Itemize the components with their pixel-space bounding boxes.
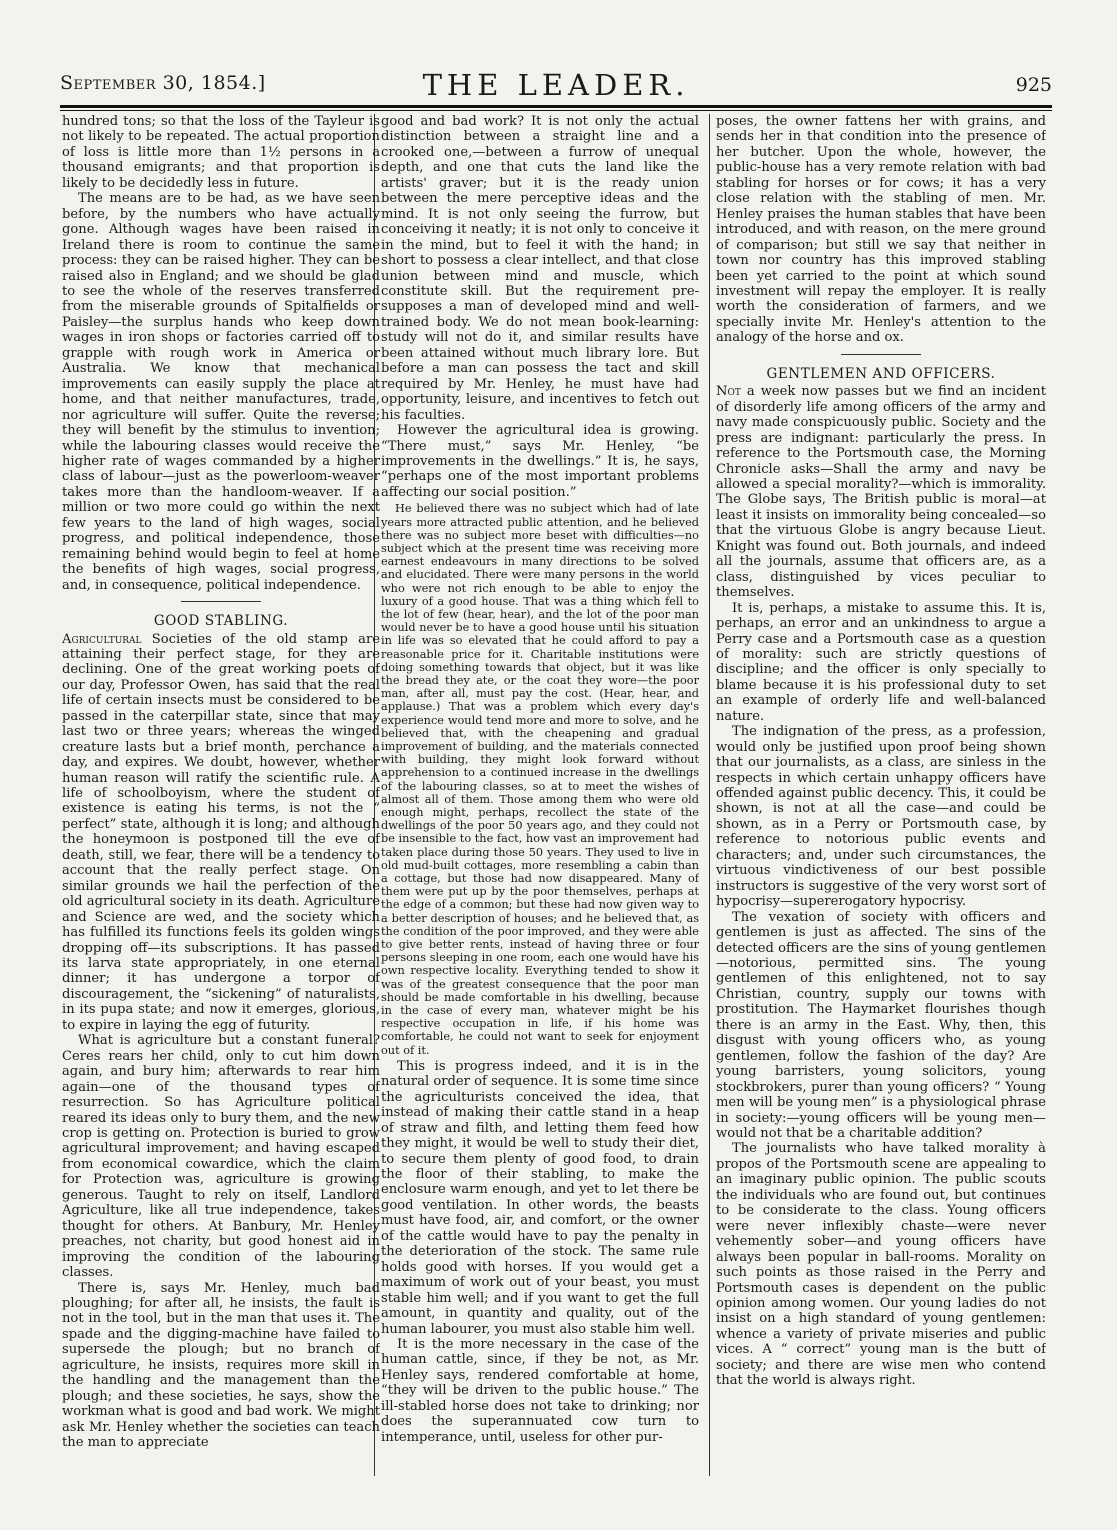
- column-2: [381, 114, 699, 1478]
- article-separator: [841, 354, 921, 355]
- page-number: 925: [1015, 74, 1052, 96]
- article-separator: [181, 601, 261, 602]
- column-1: [62, 114, 380, 1478]
- lead-word: Not: [716, 384, 741, 400]
- paragraph: The journalists who have talked morality à propos of the Portsmouth scene are appealing to an imaginary public opinion. The public scouts the individuals who are found out, but continues to be considerate to the class. Young officers were never inflexibly chaste—were never vehemently sober—and young officers have always been popular in ball-rooms. Morality on such points as those raised in the Perry and Portsmouth cases is dependent on the public opinion among women. Our young ladies do not insist on a high standard of young gentlemen: whence a variety of private miseries and public vices. A “ correct” young man is the butt of society; and there are wise men who contend that the world is always right.: [716, 1141, 1046, 1389]
- page-header: [60, 68, 1052, 106]
- paragraph: poses, the owner fattens her with grains, and sends her in that condition into the presence of her butcher. Upon the whole, however, the public-house has a very remote relation with bad stabling for horses or for cows; it has a very close relation with the stabling of men. Mr. Henley praises the human stables that have been introduced, and with reason, on the mere ground of comparison; but still we say that neither in town nor country has this improved stabling been yet carried to the point at which sound investment will repay the employer. It is really worth the consideration of farmers, and we specially invite Mr. Henley's attention to the analogy of the horse and ox.: [716, 114, 1046, 346]
- paragraph: This is progress indeed, and it is in the natural order of sequence. It is some time since the agriculturists conceived the idea, that instead of making their cattle stand in a heap of straw and filth, and letting them feed how they might, it would be well to study their diet, to secure them plenty of good food, to drain the floor of their stabling, to make the enclosure warm enough, and yet to let there be good ventilation. In other words, the beasts must have food, air, and comfort, or the owner of the cattle would have to pay the penalty in the deterioration of the stock. The same rule holds good with horses. If you would get a maximum of work out of your beast, you must stable him well; and if you want to get the full amount, in quantity and quality, out of the human labourer, you must also stable him well.: [381, 1058, 699, 1337]
- quoted-speech: He believed there was no subject which had of late years more attracted public attention, and he believed there was no subject more beset with difficulties—no subject which at the present time was receiving more earnest endeavours in many directions to be solved and elucidated. There were many persons in the world who were not rich enough to be able to enjoy the luxury of a good house. That was a thing which fell to the lot of few (hear, hear), and the lot of the poor man would never be to have a good house until his situation in life was so elevated that he could afford to pay a reasonable price for it. Charitable institutions were doing something towards that object, but it was like the bread they ate, or the coat they wore—the poor man, after all, must pay the cost. (Hear, hear, and applause.) That was a problem which every day's experience would tend more and more to solve, and he believed that, with the cheapening and gradual improvement of building, and the materials connected with building, they might look forward without apprehension to a continued increase in the dwellings of the labouring classes, so at to meet the wishes of almost all of them. Those among them who were old enough might, perhaps, recollect the state of the dwellings of the poor 50 years ago, and they could not be insensible to the fact, how vast an improvement had taken place during those 50 years. They used to live in old mud-built cottages, more resembling a cabin than a cottage, but those had now disappeared. Many of them were put up by the poor themselves, perhaps at the edge of a common; but these had now given way to a better description of houses; and he believed that, as the condition of the poor improved, and they were able to give better rents, instead of having three or four persons sleeping in one room, each one would have his own respective locality. Everything tended to show it was of the greatest consequence that the poor man should be made comfortable in his dwelling, because in the case of every man, whatever might be his respective occupation in life, if his home was comfortable, he could not want to seek for enjoyment out of it.: [381, 502, 699, 1057]
- column-divider-2: [709, 114, 710, 1476]
- paragraph: What is agriculture but a constant funeral? Ceres rears her child, only to cut him down again, and bury him; afterwards to rear him again—one of the thousand types of resurrection. So has Agriculture political reared its ideas only to bury them, and the new crop is getting on. Protection is buried to grow agricultural improvement; and having escaped from economical cowardice, which the claim for Protection was, agriculture is growing generous. Taught to rely on itself, Landlord Agriculture, like all true independence, takes thought for others. At Banbury, Mr. Henley preaches, not charity, but good honest aid in improving the condition of the labouring classes.: [62, 1033, 380, 1281]
- paragraph: The vexation of society with officers and gentlemen is just as affected. The sins of the detected officers are the sins of young gentlemen—notorious, permitted sins. The young gentlemen of this enlightened, not to say Christian, country, supply our towns with prostitution. The Haymarket flourishes though there is an army in the East. Why, then, this disgust with young officers who, as young gentlemen, follow the fashion of the day? Are young barristers, young solicitors, young stockbrokers, purer than young officers? “ Young men will be young men” is a physiological phrase in society:—young officers will be young men—would not that be a charitable addition?: [716, 909, 1046, 1141]
- paragraph: It is, perhaps, a mistake to assume this. It is, perhaps, an error and an unkindness to argue a Perry case and a Portsmouth case as a question of morality: such are strictly questions of discipline; and the officer is only specially to blame because it is his professional duty to set an example of orderly life and well-balanced nature.: [716, 600, 1046, 724]
- paragraph-text: Societies of the old stamp are attaining their perfect stage, for they are declining. One of the great working poets of our day, Professor Owen, has said that the real life of certain insects must be considered to be passed in the caterpillar state, since that may last two or three years; whereas the winged creature lasts but a brief month, perchance a day, and expires. We doubt, however, whether human reason will ratify the scientific rule. A life of schoolboyism, where the student of existence is eating his terms, is not the “ perfect” state, although it is long; and although the honeymoon is postponed till the eve of death, still, we fear, there will be a tendency to account that the really perfect stage. On similar grounds we hail the perfection of the old agricultural society in its death. Agriculture and Science are wed, and the society which has fulfilled its functions feels its golden wings dropping off—its subscriptions. It has passed its larva state appropriately, in one eternal dinner; it has undergone a torpor of discouragement, the “sickening” of naturalists, in its pupa state; and now it emerges, glorious, to expire in laying the egg of futurity.: [62, 631, 380, 1033]
- paragraph: The means are to be had, as we have seen before, by the numbers who have actually gone. Although wages have been raised in Ireland there is room to continue the same process: they can be raised higher. They can be raised also in England; and we should be glad to see the whole of the reserves transferred from the miserable grounds of Spitalfields or Paisley—the surplus hands who keep down wages in iron shops or factories carried off to grapple with rough work in America or Australia. We know that mechanical improvements can easily supply the place at home, and that neither manufactures, trade, nor agriculture will suffer. Quite the reverse; they will benefit by the stimulus to invention; while the labouring classes would receive the higher rate of wages commanded by a higher class of labour—just as the powerloom-weaver takes more than the handloom-weaver. If a million or two more could go within the next few years to the land of high wages, social progress, and political independence, those remaining behind would begin to feel at home the benefits of high wages, social progress, and, in consequence, political independence.: [62, 191, 380, 593]
- paragraph: [62, 632, 380, 1034]
- article-heading-good-stabling: GOOD STABLING.: [153, 613, 289, 630]
- article-heading-gentlemen-and-officers: GENTLEMEN AND OFFICERS.: [766, 365, 996, 382]
- header-rule-thin: [60, 110, 1052, 111]
- paragraph: It is the more necessary in the case of the human cattle, since, if they be not, as Mr. Henley says, rendered comfortable at home, “they will be driven to the public house.” The ill-stabled horse does not take to drinking; nor does the superannuated cow turn to intemperance, until, useless for other pur-: [381, 1337, 699, 1445]
- paragraph: However the agricultural idea is growing. “There must,” says Mr. Henley, “be improvements in the dwellings.” It is, he says, “perhaps one of the most important problems affecting our social position.”: [381, 423, 699, 500]
- issue-date: September 30, 1854.]: [60, 72, 266, 94]
- header-rule-thick: [60, 105, 1052, 108]
- paragraph: There is, says Mr. Henley, much bad ploughing; for after all, he insists, the fault is not in the tool, but in the man that uses it. The spade and the digging-machine have failed to supersede the plough; but no branch of agriculture, he insists, requires more skill in the handling and the management than the plough; and these societies, he says, show the workman what is good and bad work. We might ask Mr. Henley whether the societies can teach the man to appreciate: [62, 1280, 380, 1451]
- paragraph-text: a week now passes but we find an incident of disorderly life among officers of the army and navy made conspicuously public. Society and the press are indignant: particularly the press. In reference to the Portsmouth case, the Morning Chronicle asks—Shall the army and navy be allowed a special morality?—which is immorality. The Globe says, The British public is moral—at least it insists on immorality being concealed—so that the virtuous Globe is angry because Lieut. Knight was found out. Both journals, and indeed all the journals, assume that officers are, as a class, distinguished by vices peculiar to themselves.: [716, 384, 1046, 601]
- paragraph: good and bad work? It is not only the actual distinction between a straight line and a crooked one,—between a furrow of unequal depth, and one that cuts the land like the artists' graver; but it is the ready union between the mere perceptive ideas and the mind. It is not only seeing the furrow, but conceiving it neatly; it is not only to conceive it in the mind, but to feel it with the hand; in short to possess a clear intellect, and that close union between mind and muscle, which constitute skill. But the requirement pre-supposes a man of developed mind and well-trained body. We do not mean book-learning: study will not do it, and similar results have been attained without much library lore. But before a man can possess the tact and skill required by Mr. Henley, he must have had opportunity, leisure, and incentives to fetch out his faculties.: [381, 114, 699, 423]
- paragraph: hundred tons; so that the loss of the Tayleur is not likely to be repeated. The actual proportion of loss is little more than 1½ persons in a thousand emigrants; and that proportion is likely to be decidedly less in future.: [62, 114, 380, 191]
- paragraph: The indignation of the press, as a profession, would only be justified upon proof being shown that our journalists, as a class, are sinless in the respects in which certain unhappy officers have offended against public decency. This, it could be shown, is not at all the case—and could be shown, as in a Perry or Portsmouth case, by reference to notorious public events and characters; and, under such circumstances, the virtuous vindictiveness of our best possible instructors is suggestive of the very worst sort of hypocrisy—supererogatory hypocrisy.: [716, 724, 1046, 910]
- lead-word: Agricultural: [62, 631, 142, 647]
- column-3: [716, 114, 1046, 1478]
- paragraph: [716, 384, 1046, 600]
- newspaper-title: THE LEADER.: [422, 68, 690, 102]
